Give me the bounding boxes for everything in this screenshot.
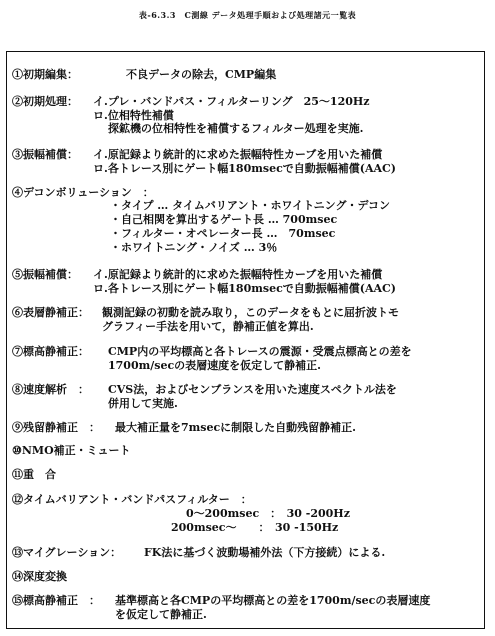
step-4-heading: ④デコンボリューション ：	[12, 186, 154, 199]
step-4-line-4: ・ホワイトニング・ノイズ … 3％	[110, 241, 278, 254]
step-15-heading: ⑮標高静補正 ：	[12, 594, 100, 607]
step-6-line-2: グラフィー手法を用いて，静補正値を算出.	[102, 320, 314, 333]
step-7-line-1: CMP内の平均標高と各トレースの震源・受震点標高との差を	[108, 345, 412, 358]
step-8-line-2: 併用して実施.	[108, 397, 178, 410]
step-5-line-2: ロ.各トレース別にゲート幅180msecで自動振幅補償(AAC)	[93, 282, 397, 295]
step-12-heading: ⑫タイムバリアント・バンドパスフィルター ：	[12, 493, 252, 506]
step-13-heading: ⑬マイグレーション：	[12, 546, 122, 559]
step-2-heading: ②初期処理：	[12, 95, 78, 108]
step-1-heading: ①初期編集：	[12, 68, 78, 81]
step-6-heading: ⑥表層静補正：	[12, 306, 89, 319]
step-6-line-1: 観測記録の初動を読み取り，このデータをもとに屈折波トモ	[102, 306, 399, 319]
step-3-heading: ③振幅補償：	[12, 148, 78, 161]
step-5-line-1: イ.原記録より統計的に求めた振幅特性カーブを用いた補償	[93, 268, 383, 281]
step-4-line-3: ・フィルター・オペレーター長 … 70msec	[110, 227, 336, 240]
step-4-line-1: ・タイプ … タイムバリアント・ホワイトニング・デコン	[110, 199, 391, 212]
step-15-line-1: 基準標高と各CMPの平均標高との差を1700m/secの表層速度	[115, 594, 431, 607]
step-1-text: 不良データの除去，CMP編集	[126, 68, 277, 81]
step-7-heading: ⑦標高静補正：	[12, 345, 89, 358]
step-2-line-1: イ.プレ・バンドパス・フィルターリング 25～120Hz	[93, 95, 370, 108]
step-11-heading: ⑪重 合	[12, 468, 56, 481]
step-7-line-2: 1700m/secの表層速度を仮定して静補正.	[108, 359, 321, 372]
table-title: 表-6.3.3 C測線 データ処理手順および処理諸元一覧表	[138, 10, 357, 20]
step-4-line-2: ・自己相関を算出するゲート長 … 700msec	[110, 213, 338, 226]
step-8-line-1: CVS法，およびセンブランスを用いた速度スペクトル法を	[108, 383, 397, 396]
step-8-heading: ⑧速度解析 ：	[12, 383, 89, 396]
step-15-line-2: を仮定して静補正.	[115, 608, 207, 621]
procedure-box	[6, 51, 485, 629]
step-13-text: FK法に基づく波動場補外法（下方接続）による.	[144, 546, 386, 559]
step-12-row-2: 200msec～ ： 30 -150Hz	[171, 521, 339, 534]
step-3-line-1: イ.原記録より統計的に求めた振幅特性カーブを用いた補償	[93, 148, 383, 161]
step-3-line-2: ロ.各トレース別にゲート幅180msecで自動振幅補償(AAC)	[93, 162, 397, 175]
step-12-row-1: 0～200msec ： 30 -200Hz	[186, 507, 350, 520]
step-2-line-2: ロ.位相特性補償	[93, 109, 174, 122]
step-5-heading: ⑤振幅補償：	[12, 268, 78, 281]
step-9-heading: ⑨残留静補正 ：	[12, 421, 100, 434]
step-14-heading: ⑭深度変換	[12, 570, 67, 583]
step-9-text: 最大補正量を7msecに制限した自動残留静補正.	[115, 421, 357, 434]
step-2-line-3: 探鉱機の位相特性を補償するフィルター処理を実施.	[108, 122, 364, 135]
step-10-heading: ⑩NMO補正・ミュート	[12, 444, 131, 457]
